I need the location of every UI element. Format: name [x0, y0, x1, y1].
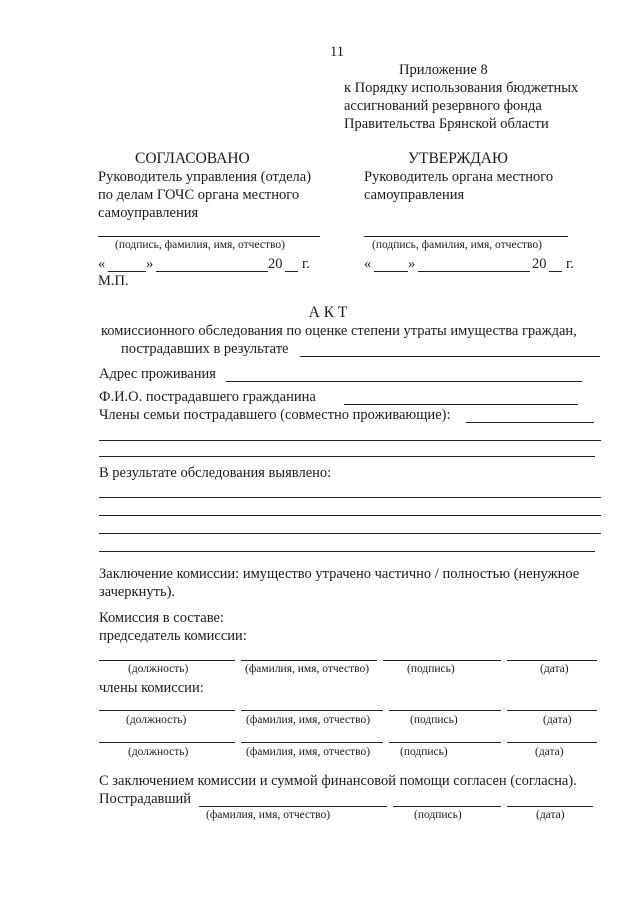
- agreed-year-suffix: г.: [302, 256, 310, 272]
- full-name-caption: (фамилия, имя, отчество): [246, 746, 371, 758]
- address-label: Адрес проживания: [99, 366, 216, 382]
- inspection-result-line[interactable]: [99, 551, 595, 552]
- date-line[interactable]: [507, 710, 597, 711]
- approved-year-suffix: г.: [566, 256, 574, 272]
- agreed-date-open: «: [98, 256, 106, 272]
- agreed-year-line[interactable]: [285, 271, 298, 272]
- signature-line[interactable]: [389, 710, 501, 711]
- full-name-line[interactable]: [241, 710, 383, 711]
- full-name-line[interactable]: [241, 660, 377, 661]
- conclusion-text: Заключение комиссии: имущество утрачено частично / полностью (ненужное: [99, 566, 580, 582]
- date-caption: (дата): [535, 746, 564, 758]
- victim-signature-line[interactable]: [393, 806, 501, 807]
- full-name-caption: (фамилия, имя, отчество): [246, 714, 371, 726]
- approved-date-month-line[interactable]: [418, 271, 530, 272]
- signature-line[interactable]: [383, 660, 501, 661]
- approved-date-day-line[interactable]: [374, 271, 408, 272]
- agreed-heading: СОГЛАСОВАНО: [135, 150, 250, 167]
- position-line[interactable]: [99, 660, 235, 661]
- position-caption: (должность): [128, 663, 189, 675]
- family-members-field-line[interactable]: [466, 422, 594, 423]
- agreed-signature-line[interactable]: [98, 236, 320, 237]
- date-line[interactable]: [507, 742, 597, 743]
- agreed-year-prefix: 20: [268, 256, 283, 272]
- inspection-result-line[interactable]: [99, 515, 601, 516]
- agreed-date-close: »: [146, 256, 154, 272]
- date-caption: (дата): [543, 714, 572, 726]
- family-members-extra-line[interactable]: [99, 440, 601, 441]
- chairman-label: председатель комиссии:: [99, 628, 247, 644]
- victim-name-label: Ф.И.О. пострадавшего гражданина: [99, 389, 316, 405]
- approved-line: Руководитель органа местного: [364, 169, 554, 185]
- approved-heading: УТВЕРЖДАЮ: [408, 150, 508, 167]
- family-members-extra-line[interactable]: [99, 456, 595, 457]
- position-caption: (должность): [128, 746, 189, 758]
- approved-date-open: «: [364, 256, 372, 272]
- position-line[interactable]: [99, 742, 235, 743]
- inspection-result-line[interactable]: [99, 533, 601, 534]
- agreed-signature-caption: (подпись, фамилия, имя, отчество): [115, 239, 285, 251]
- conclusion-text: зачеркнуть).: [99, 584, 176, 600]
- victim-name-field-line[interactable]: [344, 404, 578, 405]
- commission-composition-label: Комиссия в составе:: [99, 610, 224, 626]
- date-caption: (дата): [540, 663, 569, 675]
- appendix-line: к Порядку использования бюджетных: [344, 80, 579, 96]
- agreed-line: по делам ГОЧС органа местного: [98, 187, 300, 203]
- signature-line[interactable]: [389, 742, 501, 743]
- date-line[interactable]: [507, 660, 597, 661]
- act-subtitle: комиссионного обследования по оценке степени утраты имущества граждан,: [101, 323, 577, 339]
- appendix-line: Приложение 8: [399, 62, 488, 78]
- approved-signature-line[interactable]: [364, 236, 568, 237]
- page-number: 11: [330, 44, 344, 60]
- signature-caption: (подпись): [400, 746, 448, 758]
- approved-date-close: »: [408, 256, 416, 272]
- appendix-line: Правительства Брянской области: [344, 116, 549, 132]
- position-caption: (должность): [126, 714, 187, 726]
- agreed-line: Руководитель управления (отдела): [98, 169, 312, 185]
- signature-caption: (подпись): [407, 663, 455, 675]
- victim-full-name-line[interactable]: [199, 806, 387, 807]
- victim-label: Пострадавший: [99, 791, 192, 807]
- full-name-caption: (фамилия, имя, отчество): [245, 663, 370, 675]
- approved-signature-caption: (подпись, фамилия, имя, отчество): [372, 239, 542, 251]
- approved-line: самоуправления: [364, 187, 465, 203]
- appendix-line: ассигнований резервного фонда: [344, 98, 542, 114]
- family-members-label: Члены семьи пострадавшего (совместно проживающие):: [99, 407, 451, 423]
- signature-caption: (подпись): [414, 809, 462, 821]
- seal-label: М.П.: [98, 273, 129, 289]
- agreement-statement: С заключением комиссии и суммой финансовой помощи согласен (согласна).: [99, 773, 577, 789]
- act-subtitle: пострадавших в результате: [121, 341, 289, 357]
- agreed-date-month-line[interactable]: [156, 271, 268, 272]
- full-name-line[interactable]: [241, 742, 383, 743]
- position-line[interactable]: [99, 710, 235, 711]
- victim-date-line[interactable]: [507, 806, 593, 807]
- inspection-result-line[interactable]: [99, 497, 601, 498]
- address-field-line[interactable]: [226, 381, 582, 382]
- act-title: А К Т: [308, 304, 348, 321]
- inspection-result-label: В результате обследования выявлено:: [99, 465, 332, 481]
- incident-cause-line[interactable]: [300, 356, 600, 357]
- members-label: члены комиссии:: [99, 680, 204, 696]
- approved-year-prefix: 20: [532, 256, 547, 272]
- agreed-date-day-line[interactable]: [108, 271, 146, 272]
- approved-year-line[interactable]: [549, 271, 562, 272]
- signature-caption: (подпись): [410, 714, 458, 726]
- full-name-caption: (фамилия, имя, отчество): [206, 809, 331, 821]
- agreed-line: самоуправления: [98, 205, 199, 221]
- date-caption: (дата): [536, 809, 565, 821]
